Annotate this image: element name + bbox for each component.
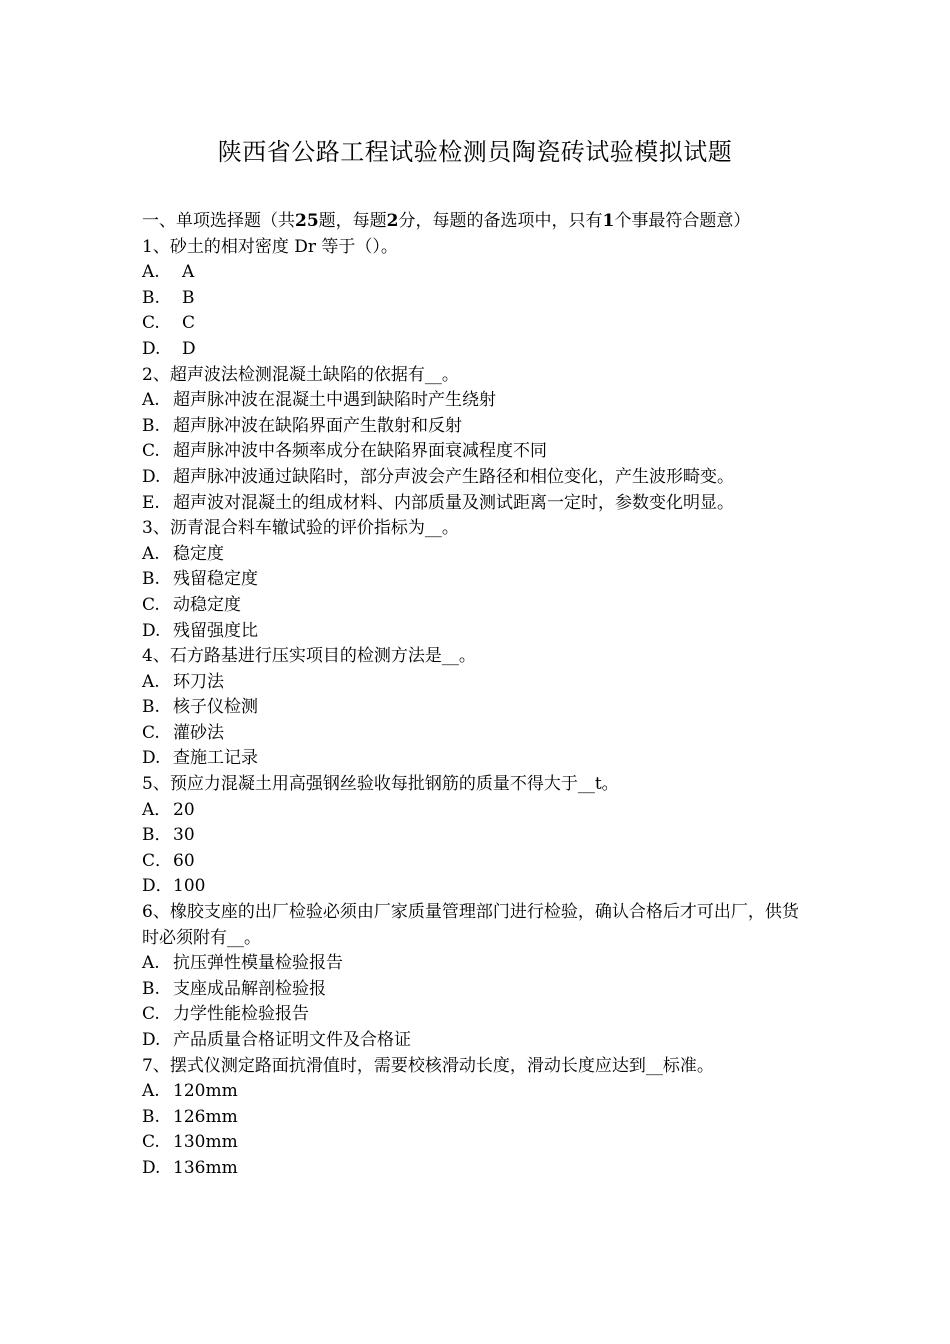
option-text: 查施工记录 xyxy=(173,748,258,769)
option-text: 抗压弹性模量检验报告 xyxy=(173,953,343,974)
option-text: 60 xyxy=(173,850,195,871)
answer-option xyxy=(142,311,810,337)
option-letter: C. xyxy=(142,441,160,462)
section-heading-prefix: 一、单项选择题（共 xyxy=(142,211,295,231)
answer-option xyxy=(142,439,810,465)
question-stem: 5、预应力混凝土用高强钢丝验收每批钢筋的质量不得大于__t。 xyxy=(142,774,619,795)
option-letter: A. xyxy=(142,390,160,411)
option-letter: C. xyxy=(142,1004,160,1025)
answer-option xyxy=(142,286,810,312)
answer-option xyxy=(142,593,810,619)
option-text: 稳定度 xyxy=(173,543,224,564)
section-heading-suffix: 个事最符合题意） xyxy=(614,211,751,231)
option-letter: B. xyxy=(142,978,160,999)
question-stem: 6、橡胶支座的出厂检验必须由厂家质量管理部门进行检验，确认合格后才可出厂，供货时必须附有__。 xyxy=(142,902,799,948)
option-letter: D. xyxy=(142,466,161,487)
question-stem: 2、超声波法检测混凝土缺陷的依据有__。 xyxy=(142,364,459,385)
answer-option xyxy=(142,874,810,900)
option-text: 支座成品解剖检验报 xyxy=(173,978,326,999)
section-heading-text: 题，每题 xyxy=(318,211,387,231)
answer-option xyxy=(142,1079,810,1105)
answer-option xyxy=(142,951,810,977)
question-stem: 1、砂土的相对密度 Dr 等于（）。 xyxy=(142,236,398,257)
answer-option xyxy=(142,721,810,747)
option-text: A xyxy=(182,262,195,283)
answer-option xyxy=(142,337,810,363)
answer-option xyxy=(142,670,810,696)
option-letter: B. xyxy=(142,697,160,718)
option-letter: C. xyxy=(142,313,160,334)
option-text: 100 xyxy=(173,876,206,897)
answer-option xyxy=(142,1130,810,1156)
option-text: 136mm xyxy=(173,1157,238,1178)
option-text: 超声脉冲波在混凝土中遇到缺陷时产生绕射 xyxy=(173,390,496,411)
option-letter: A. xyxy=(142,953,160,974)
section-points: 2 xyxy=(386,211,399,231)
section-heading xyxy=(142,209,810,235)
option-text: 超声脉冲波中各频率成分在缺陷界面衰减程度不同 xyxy=(173,441,547,462)
answer-option xyxy=(142,465,810,491)
answer-option xyxy=(142,823,810,849)
answer-option xyxy=(142,388,810,414)
option-text: 力学性能检验报告 xyxy=(173,1004,309,1025)
option-letter: A. xyxy=(142,1081,160,1102)
option-letter: C． xyxy=(142,850,173,871)
option-letter: D. xyxy=(142,748,161,769)
option-letter: B. xyxy=(142,415,160,436)
answer-option xyxy=(142,260,810,286)
option-letter: B. xyxy=(142,1106,160,1127)
option-letter: C. xyxy=(142,722,160,743)
answer-option xyxy=(142,1156,810,1182)
option-letter: B. xyxy=(142,287,160,308)
option-letter: B． xyxy=(142,825,172,846)
option-letter: A. xyxy=(142,262,160,283)
option-text: 30 xyxy=(173,825,195,846)
option-letter: A. xyxy=(142,543,160,564)
answer-option xyxy=(142,1105,810,1131)
answer-option xyxy=(142,798,810,824)
answer-option xyxy=(142,1002,810,1028)
option-text: 20 xyxy=(173,799,195,820)
answer-option xyxy=(142,491,810,517)
option-letter: C. xyxy=(142,594,160,615)
option-letter: D. xyxy=(142,338,161,359)
option-text: 核子仪检测 xyxy=(173,697,258,718)
answer-option xyxy=(142,414,810,440)
answer-option xyxy=(142,542,810,568)
option-text: 残留稳定度 xyxy=(173,569,258,590)
question-stem: 7、摆式仪测定路面抗滑值时，需要校核滑动长度，滑动长度应达到__标准。 xyxy=(142,1055,714,1076)
option-text: 灌砂法 xyxy=(173,722,224,743)
option-text: B xyxy=(182,287,195,308)
option-letter: D． xyxy=(142,876,173,897)
option-text: 126mm xyxy=(173,1106,238,1127)
option-text: 残留强度比 xyxy=(173,620,258,641)
option-text: 超声脉冲波通过缺陷时，部分声波会产生路径和相位变化，产生波形畸变。 xyxy=(173,466,734,487)
option-text: D xyxy=(182,338,196,359)
option-letter: B. xyxy=(142,569,160,590)
option-text: 环刀法 xyxy=(173,671,224,692)
option-text: 超声波对混凝土的组成材料、内部质量及测试距离一定时，参数变化明显。 xyxy=(173,492,734,513)
option-letter: D. xyxy=(142,1030,161,1050)
section-heading-text: 分，每题的备选项中，只有 xyxy=(398,211,603,231)
option-text: 120mm xyxy=(173,1081,238,1102)
answer-option xyxy=(142,849,810,875)
option-letter: E. xyxy=(142,492,160,513)
answer-option xyxy=(142,567,810,593)
option-letter: D. xyxy=(142,1157,161,1178)
section-total-count: 25 xyxy=(295,211,319,231)
answer-option xyxy=(142,1028,810,1054)
option-text: C xyxy=(182,313,196,334)
answer-option xyxy=(142,695,810,721)
question-stem: 4、石方路基进行压实项目的检测方法是__。 xyxy=(142,646,476,667)
option-text: 动稳定度 xyxy=(173,594,241,615)
option-text: 产品质量合格证明文件及合格证 xyxy=(173,1030,411,1050)
answer-option xyxy=(142,619,810,645)
answer-option xyxy=(142,746,810,772)
document-title: 陕西省公路工程试验检测员陶瓷砖试验模拟试题 xyxy=(217,138,733,166)
option-letter: D. xyxy=(142,620,161,641)
option-letter: C. xyxy=(142,1132,160,1153)
option-letter: A. xyxy=(142,671,160,692)
question-stem: 3、沥青混合料车辙试验的评价指标为__。 xyxy=(142,518,459,539)
section-answer-count: 1 xyxy=(602,211,615,231)
answer-option xyxy=(142,977,810,1003)
option-letter: A． xyxy=(142,799,172,820)
option-text: 超声脉冲波在缺陷界面产生散射和反射 xyxy=(173,415,462,436)
document-body xyxy=(142,209,810,1182)
option-text: 130mm xyxy=(173,1132,238,1153)
